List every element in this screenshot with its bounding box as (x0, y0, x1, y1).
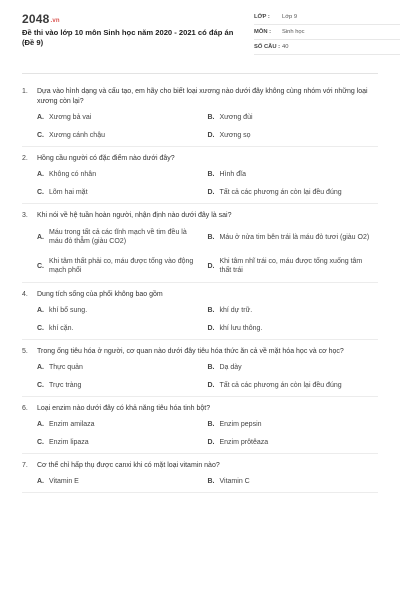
option-letter: D. (207, 325, 215, 332)
question-item (22, 204, 378, 283)
question-text: Cơ thể chỉ hấp thụ được canxi khi có mặt loại vitamin nào? (37, 462, 220, 469)
question-item (22, 397, 378, 454)
question-text: Dựa vào hình dạng và cấu tạo, em hãy cho biết loại xương nào dưới đây không cùng nhóm với những loại xương còn lại? (37, 88, 368, 105)
option-letter: B. (207, 114, 215, 121)
answer-option[interactable] (37, 306, 208, 315)
answer-option[interactable] (37, 170, 208, 179)
question-stem (22, 461, 378, 471)
question-stem (22, 290, 378, 300)
option-letter: C. (37, 382, 44, 389)
question-number: 4. (22, 291, 28, 298)
option-letter: D. (207, 439, 215, 446)
option-letter: A. (37, 233, 44, 241)
question-item (22, 340, 378, 397)
option-letter: C. (37, 132, 44, 139)
question-item (22, 283, 378, 340)
question-stem (22, 87, 378, 107)
option-text: Enzim amilaza (49, 421, 95, 428)
option-text: Xương đùi (219, 114, 253, 121)
option-text: khí dự trữ. (219, 307, 253, 314)
page-title: Đề thi vào lớp 10 môn Sinh học năm 2020 - 2021 có đáp án (Đề 9) (22, 28, 234, 47)
meta-key: SỐ CÂU : (254, 44, 281, 50)
option-text: khí lưu thông. (219, 325, 263, 332)
answer-option[interactable] (37, 256, 208, 276)
option-letter: C. (37, 262, 44, 270)
option-text: Tất cả các phương án còn lại đều đúng (219, 382, 342, 389)
option-letter: B. (207, 478, 215, 485)
answer-option[interactable] (208, 131, 379, 140)
answer-options (22, 420, 378, 447)
option-letter: B. (207, 421, 215, 428)
answer-option[interactable] (37, 363, 208, 372)
answer-option[interactable] (37, 438, 208, 447)
document-header (22, 0, 378, 74)
question-text: Trong ống tiêu hóa ở người, cơ quan nào dưới đây tiêu hóa thức ăn cả về mặt hóa học và cơ học? (37, 348, 344, 355)
answer-option[interactable] (208, 477, 379, 486)
option-text: Không có nhân (49, 171, 97, 178)
answer-option[interactable] (208, 363, 379, 372)
option-text: Tất cả các phương án còn lại đều đúng (219, 189, 342, 196)
option-text: khí cặn. (49, 325, 74, 332)
question-text: Dung tích sống của phổi không bao gồm (37, 291, 163, 298)
option-letter: C. (37, 439, 44, 446)
option-text: Dạ dày (219, 364, 242, 371)
option-letter: A. (37, 364, 44, 371)
question-number: 2. (22, 155, 28, 162)
answer-option[interactable] (37, 188, 208, 197)
meta-key: LỚP : (254, 14, 270, 20)
option-letter: D. (207, 382, 215, 389)
question-number: 5. (22, 348, 28, 355)
option-letter: A. (37, 478, 44, 485)
option-text: Khi tâm thất phải co, máu được tống vào động mạch phổi (49, 258, 194, 274)
meta-key: MÔN : (254, 29, 272, 35)
answer-option[interactable] (208, 113, 379, 122)
option-letter: B. (207, 233, 215, 241)
option-letter: A. (37, 307, 44, 314)
option-text: Máu ở nửa tim bên trái là máu đỏ tươi (giàu O2) (219, 233, 370, 241)
option-letter: C. (37, 189, 44, 196)
option-letter: D. (207, 132, 215, 139)
option-text: Lõm hai mặt (49, 189, 88, 196)
answer-options (22, 306, 378, 333)
option-letter: D. (207, 189, 215, 196)
answer-options (22, 113, 378, 140)
answer-option[interactable] (37, 420, 208, 429)
meta-value: Sinh học (282, 29, 305, 35)
option-text: Trực tràng (49, 382, 82, 389)
option-letter: B. (207, 307, 215, 314)
answer-option[interactable] (208, 170, 379, 179)
meta-row-question-count (254, 40, 400, 55)
question-number: 1. (22, 88, 28, 95)
option-text: Vitamin E (49, 478, 79, 485)
question-list (22, 74, 378, 493)
answer-option[interactable] (37, 227, 208, 247)
option-text: Vitamin C (219, 478, 250, 485)
answer-options (22, 227, 378, 276)
answer-option[interactable] (208, 256, 379, 276)
question-text: Hồng cầu người có đặc điểm nào dưới đây? (37, 155, 175, 162)
option-text: Thực quản (49, 364, 83, 371)
question-stem (22, 404, 378, 414)
option-text: Enzim pepsin (219, 421, 262, 428)
question-number: 6. (22, 405, 28, 412)
answer-option[interactable] (208, 188, 379, 197)
site-logo[interactable] (22, 12, 60, 26)
option-text: Hình đĩa (219, 171, 246, 178)
answer-option[interactable] (37, 113, 208, 122)
answer-option[interactable] (208, 324, 379, 333)
answer-option[interactable] (208, 420, 379, 429)
answer-option[interactable] (208, 438, 379, 447)
meta-value: 40 (282, 44, 289, 50)
option-letter: A. (37, 421, 44, 428)
answer-options (22, 477, 378, 486)
question-text: Khi nói về hệ tuần hoàn người, nhận định nào dưới đây là sai? (37, 212, 232, 219)
option-letter: C. (37, 325, 44, 332)
question-stem (22, 211, 378, 221)
meta-row-class (254, 10, 400, 25)
option-text: Xương cánh chậu (49, 132, 105, 139)
question-number: 3. (22, 212, 28, 219)
option-letter: B. (207, 171, 215, 178)
question-item (22, 80, 378, 147)
question-number: 7. (22, 462, 28, 469)
answer-option[interactable] (37, 324, 208, 333)
option-letter: A. (37, 171, 44, 178)
option-text: Máu trong tất cả các tĩnh mạch về tim đều là máu đỏ thẫm (giàu CO2) (49, 229, 187, 245)
option-text: Enzim lipaza (49, 439, 89, 446)
question-item (22, 147, 378, 204)
answer-options (22, 170, 378, 197)
option-text: Khi tâm nhĩ trái co, máu được tống xuống tâm thất trái (219, 258, 363, 274)
answer-option[interactable] (37, 381, 208, 390)
answer-options (22, 363, 378, 390)
question-text: Loại enzim nào dưới đây có khả năng tiêu hóa tinh bột? (37, 405, 211, 412)
logo-text: 2048 (22, 12, 50, 26)
meta-row-subject (254, 25, 400, 40)
answer-option[interactable] (37, 131, 208, 140)
question-item (22, 454, 378, 493)
option-text: Xương bả vai (49, 114, 92, 121)
answer-option[interactable] (208, 227, 379, 247)
option-letter: A. (37, 114, 44, 121)
question-stem (22, 347, 378, 357)
option-text: Xương sọ (219, 132, 251, 139)
option-text: khí bổ sung. (49, 307, 88, 314)
logo-tld: .vn (50, 18, 60, 24)
option-letter: D. (207, 262, 215, 270)
answer-option[interactable] (208, 381, 379, 390)
answer-option[interactable] (208, 306, 379, 315)
option-text: Enzim prôtêaza (219, 439, 269, 446)
answer-option[interactable] (37, 477, 208, 486)
meta-value: Lớp 9 (282, 14, 298, 20)
option-letter: B. (207, 364, 215, 371)
question-stem (22, 154, 378, 164)
exam-meta-table (254, 10, 400, 55)
